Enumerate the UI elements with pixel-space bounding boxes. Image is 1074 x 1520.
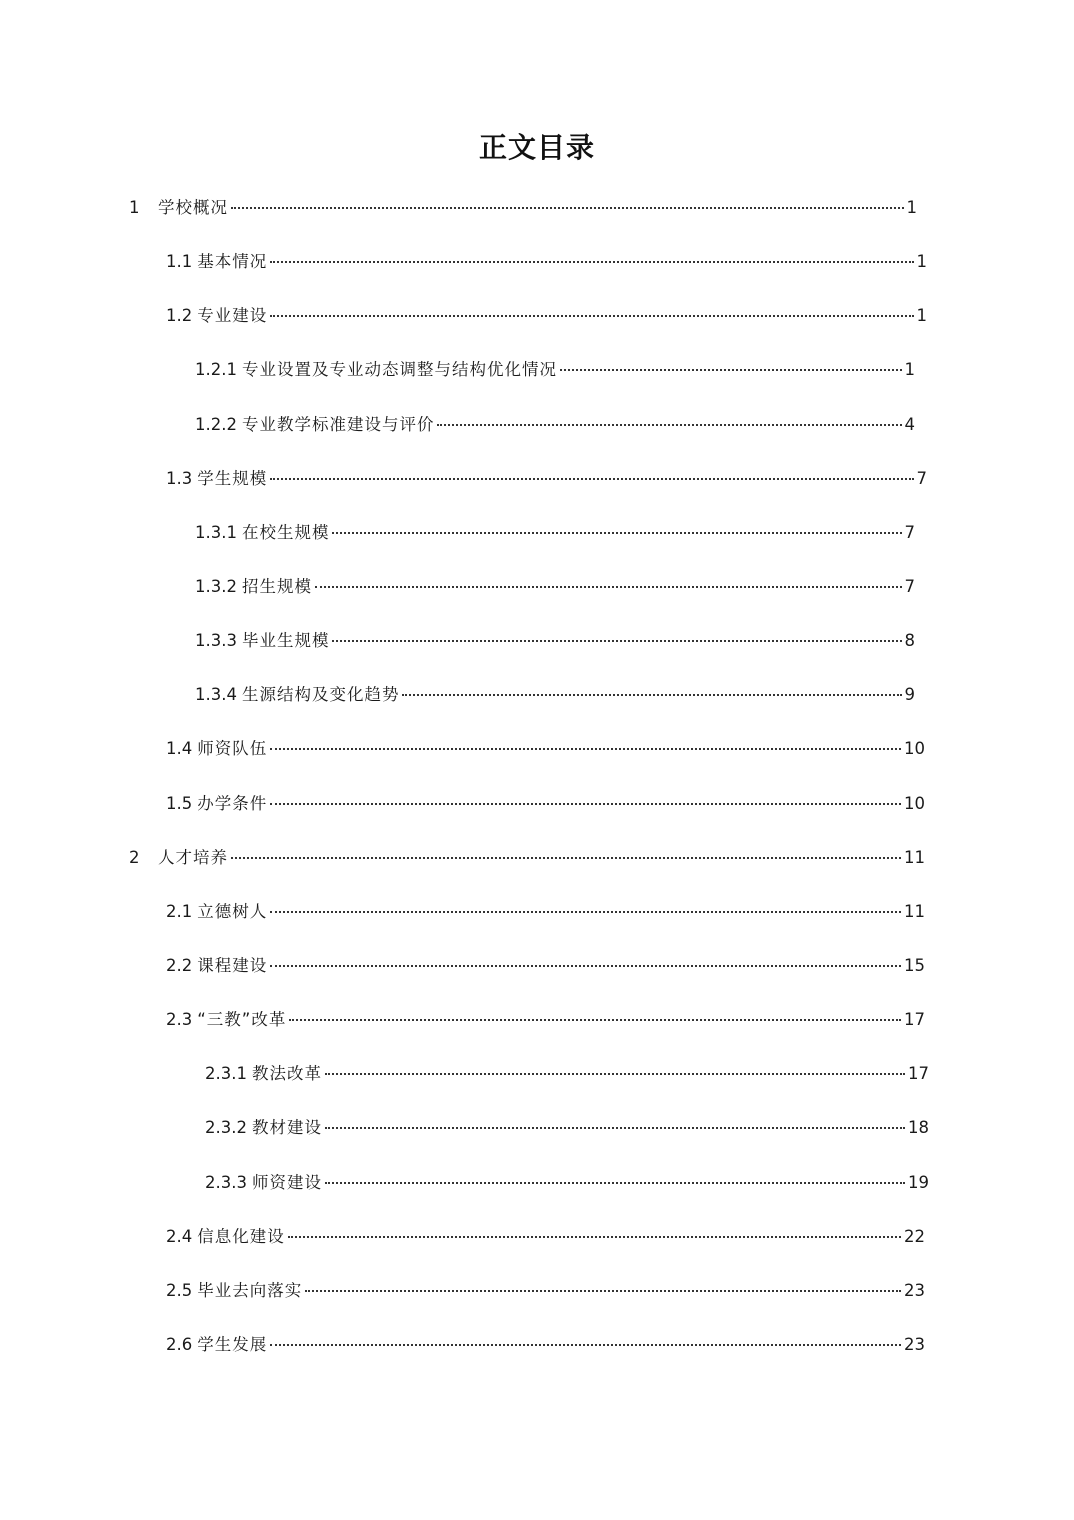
toc-entry[interactable] (0, 993, 1074, 1047)
toc-entry-line (205, 1172, 929, 1194)
toc-entry-line (129, 847, 925, 869)
toc-entry-page-number: 15 (904, 955, 925, 975)
toc-dot-leader (305, 1290, 901, 1292)
toc-entry-line (166, 1009, 925, 1031)
toc-entry-page-number: 11 (904, 901, 925, 921)
toc-entry-title: 学校概况 (158, 198, 228, 217)
toc-title: 正文目录 (478, 131, 595, 164)
toc-entry-number: 1.3.4 (195, 685, 237, 705)
toc-entry-title: 学生发展 (197, 1334, 268, 1354)
toc-entry[interactable] (0, 398, 1074, 452)
toc-dot-leader (560, 369, 902, 371)
toc-entry-page-number: 1 (904, 360, 915, 380)
toc-entry-page-number: 10 (904, 739, 925, 759)
toc-entry-number: 1.3.1 (195, 522, 237, 542)
toc-entry[interactable] (0, 1264, 1074, 1318)
toc-entry-number: 1.4 (166, 739, 193, 759)
toc-entry-title: 专业教学标准建设与评价 (241, 414, 435, 434)
toc-entry-number: 1.1 (166, 252, 193, 272)
toc-entry-line (195, 359, 915, 381)
toc-entry-page-number: 22 (904, 1226, 925, 1246)
toc-entry-page-number: 9 (904, 685, 915, 705)
toc-dot-leader (270, 965, 901, 967)
toc-entry-page-number: 18 (908, 1118, 929, 1138)
toc-entry[interactable] (0, 1156, 1074, 1210)
toc-dot-leader (325, 1182, 905, 1184)
toc-entry-page-number: 1 (916, 306, 927, 326)
toc-entry-line (166, 468, 927, 490)
toc-entry-line (166, 793, 925, 815)
toc-entry-number: 2.5 (166, 1280, 193, 1300)
toc-dot-leader (270, 911, 901, 913)
toc-entry[interactable] (0, 289, 1074, 343)
toc-entry-line (166, 1334, 925, 1356)
toc-entry-line (166, 901, 925, 923)
toc-entry-line (195, 414, 915, 436)
toc-entry-number: 2 (129, 847, 140, 867)
toc-entry[interactable] (0, 831, 1074, 885)
toc-entry-page-number: 10 (904, 793, 925, 813)
toc-entry-number: 2.4 (166, 1226, 193, 1246)
toc-entry-number: 2.3 (166, 1010, 193, 1030)
toc-entry-number: 2.3.2 (205, 1118, 247, 1138)
toc-entry-title: 师资队伍 (197, 739, 268, 759)
toc-entry-number: 1.3.2 (195, 576, 237, 596)
toc-entry[interactable] (0, 1210, 1074, 1264)
toc-entry-page-number: 1 (906, 198, 917, 217)
toc-entry-number: 1.2 (166, 306, 193, 326)
toc-entry-number: 1 (129, 198, 140, 217)
toc-dot-leader (270, 748, 901, 750)
toc-entry-title: 课程建设 (197, 955, 268, 975)
toc-dot-leader (402, 694, 901, 696)
toc-entry-number: 2.1 (166, 901, 193, 921)
toc-dot-leader (332, 640, 901, 642)
toc-entry[interactable] (0, 235, 1074, 289)
toc-entry[interactable] (0, 343, 1074, 397)
toc-entry-title: 毕业去向落实 (197, 1280, 303, 1300)
toc-entry-page-number: 11 (904, 847, 925, 867)
toc-entry-title: 基本情况 (197, 252, 268, 272)
toc-entry[interactable] (0, 722, 1074, 776)
toc-entry[interactable] (0, 614, 1074, 668)
toc-entry-line (195, 576, 915, 598)
toc-entry-title: 信息化建设 (197, 1226, 285, 1246)
toc-entry-title: 生源结构及变化趋势 (241, 685, 400, 705)
toc-entry-page-number: 7 (904, 576, 915, 596)
toc-entry-title: 办学条件 (197, 793, 268, 813)
toc-entry-title: 专业建设 (197, 306, 268, 326)
toc-dot-leader (270, 315, 913, 317)
toc-entry[interactable] (0, 885, 1074, 939)
toc-entry-line (166, 955, 925, 977)
toc-entry-line (166, 738, 925, 760)
toc-dot-leader (325, 1127, 905, 1129)
toc-entry-page-number: 4 (904, 414, 915, 434)
toc-entry-title: 教材建设 (251, 1118, 322, 1138)
toc-dot-leader (437, 424, 901, 426)
toc-entry-line (195, 630, 915, 652)
toc-entry-title: 教法改革 (251, 1064, 322, 1084)
toc-dot-leader (270, 803, 901, 805)
toc-entry-title: 在校生规模 (241, 522, 330, 542)
toc-entry-line (129, 197, 917, 219)
toc-entry-number: 1.3 (166, 468, 193, 488)
toc-dot-leader (288, 1236, 901, 1238)
toc-dot-leader (325, 1073, 905, 1075)
toc-entry[interactable] (0, 939, 1074, 993)
toc-dot-leader (270, 261, 913, 263)
toc-entry[interactable] (0, 1318, 1074, 1372)
toc-entry-title: 专业设置及专业动态调整与结构优化情况 (241, 360, 557, 380)
toc-entry[interactable] (0, 1047, 1074, 1101)
toc-entry-page-number: 1 (916, 252, 927, 272)
toc-entry-number: 2.3.1 (205, 1064, 247, 1084)
toc-entry-number: 2.3.3 (205, 1172, 247, 1192)
toc-entry-line (205, 1063, 929, 1085)
toc-entry-title: 毕业生规模 (241, 631, 330, 651)
toc-entry-title: 招生规模 (241, 576, 312, 596)
toc-entry-number: 1.2.1 (195, 360, 237, 380)
toc-entry[interactable] (0, 777, 1074, 831)
toc-entry-title: 立德树人 (197, 901, 268, 921)
toc-entry-number: 2.6 (166, 1334, 193, 1354)
toc-dot-leader (270, 478, 913, 480)
toc-entry-number: 1.5 (166, 793, 193, 813)
toc-dot-leader (231, 207, 904, 209)
toc-entry[interactable] (0, 181, 1074, 235)
toc-dot-leader (315, 586, 902, 588)
toc-entry[interactable] (0, 560, 1074, 614)
toc-entry-number: 1.2.2 (195, 414, 237, 434)
toc-entry-page-number: 23 (904, 1334, 925, 1354)
toc-entry-line (195, 522, 915, 544)
toc-dot-leader (332, 532, 901, 534)
toc-entry-title: 学生规模 (197, 468, 268, 488)
toc-entry-line (166, 305, 927, 327)
toc-entry-line (166, 1280, 925, 1302)
toc-entry-page-number: 8 (904, 631, 915, 651)
toc-entry-line (195, 684, 915, 706)
toc-entry-page-number: 23 (904, 1280, 925, 1300)
toc-entry-title: 师资建设 (251, 1172, 322, 1192)
toc-entry[interactable] (0, 1101, 1074, 1155)
toc-entry-page-number: 19 (908, 1172, 929, 1192)
toc-entry-page-number: 7 (916, 468, 927, 488)
toc-list (0, 181, 1074, 1372)
toc-entry-title: “三教”改革 (197, 1010, 287, 1030)
toc-entry-page-number: 17 (908, 1064, 929, 1084)
toc-entry-title: 人才培养 (158, 847, 228, 867)
toc-entry-page-number: 7 (904, 522, 915, 542)
toc-entry[interactable] (0, 506, 1074, 560)
toc-entry-line (166, 251, 927, 273)
toc-entry[interactable] (0, 452, 1074, 506)
toc-entry-page-number: 17 (904, 1010, 925, 1030)
toc-dot-leader (289, 1019, 901, 1021)
toc-entry-number: 1.3.3 (195, 631, 237, 651)
toc-dot-leader (231, 857, 901, 859)
toc-entry-line (205, 1117, 929, 1139)
toc-dot-leader (270, 1344, 901, 1346)
toc-entry-line (166, 1226, 925, 1248)
toc-entry[interactable] (0, 668, 1074, 722)
toc-entry-number: 2.2 (166, 955, 193, 975)
